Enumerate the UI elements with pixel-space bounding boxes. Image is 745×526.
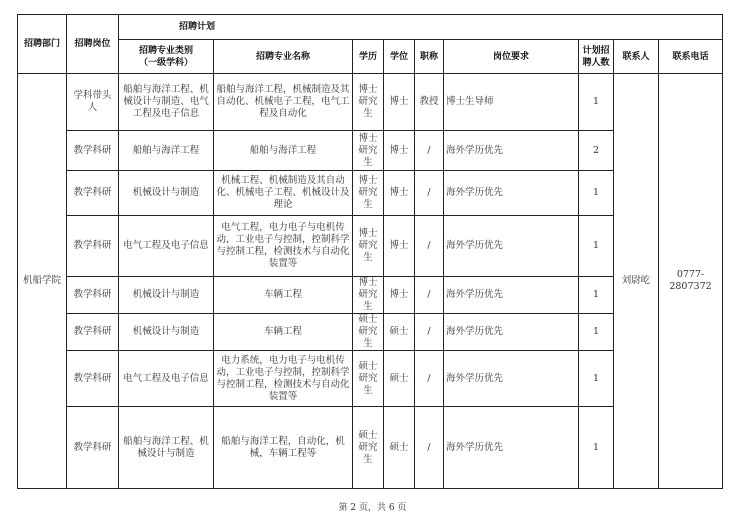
phone-cell: 0777-2807372 bbox=[659, 74, 723, 489]
post-cell: 教学科研 bbox=[67, 277, 119, 314]
header-title: 职称 bbox=[415, 40, 444, 74]
title-cell: / bbox=[415, 131, 444, 171]
major-cell: 船舶与海洋工程 bbox=[214, 131, 353, 171]
header-post: 招聘岗位 bbox=[67, 15, 119, 74]
requirement-cell: 海外学历优先 bbox=[444, 131, 579, 171]
major-cell: 船舶与海洋工程，自动化，机械，车辆工程等 bbox=[214, 407, 353, 489]
table-row bbox=[18, 74, 723, 131]
education-cell: 博士研究生 bbox=[353, 216, 384, 277]
dept-cell: 机船学院 bbox=[18, 74, 67, 489]
major-cell: 车辆工程 bbox=[214, 314, 353, 351]
education-cell: 硕士研究生 bbox=[353, 351, 384, 407]
page-footer: 第 2 页，共 6 页 bbox=[338, 503, 407, 513]
header-category: 招聘专业类别 （一级学科） bbox=[119, 40, 214, 74]
requirement-cell: 海外学历优先 bbox=[444, 407, 579, 489]
requirement-cell: 海外学历优先 bbox=[444, 314, 579, 351]
contact-cell: 刘尉屹 bbox=[614, 74, 659, 489]
degree-cell: 博士 bbox=[384, 171, 415, 216]
post-cell: 教学科研 bbox=[67, 216, 119, 277]
major-cell: 电气工程，电力电子与电机传动，工业电子与控制，控制科学与控制工程，检测技术与自动化装置等 bbox=[214, 216, 353, 277]
header-contact: 联系人 bbox=[614, 40, 659, 74]
count-cell: 1 bbox=[579, 277, 614, 314]
requirement-cell: 海外学历优先 bbox=[444, 277, 579, 314]
degree-cell: 硕士 bbox=[384, 351, 415, 407]
requirement-cell: 博士生导师 bbox=[444, 74, 579, 131]
title-cell: / bbox=[415, 407, 444, 489]
post-cell: 教学科研 bbox=[67, 314, 119, 351]
post-cell: 学科带头人 bbox=[67, 74, 119, 131]
degree-cell: 博士 bbox=[384, 74, 415, 131]
count-cell: 1 bbox=[579, 171, 614, 216]
major-cell: 电力系统，电力电子与电机传动，工业电子与控制，控制科学与控制工程，检测技术与自动化装置等 bbox=[214, 351, 353, 407]
category-cell: 机械设计与制造 bbox=[119, 314, 214, 351]
title-cell: / bbox=[415, 277, 444, 314]
major-cell: 车辆工程 bbox=[214, 277, 353, 314]
education-cell: 硕士研究生 bbox=[353, 314, 384, 351]
requirement-cell: 海外学历优先 bbox=[444, 351, 579, 407]
education-cell: 博士研究生 bbox=[353, 131, 384, 171]
degree-cell: 硕士 bbox=[384, 314, 415, 351]
category-cell: 机械设计与制造 bbox=[119, 277, 214, 314]
title-cell: / bbox=[415, 351, 444, 407]
degree-cell: 博士 bbox=[384, 131, 415, 171]
title-cell: / bbox=[415, 314, 444, 351]
title-cell: / bbox=[415, 216, 444, 277]
education-cell: 博士研究生 bbox=[353, 277, 384, 314]
requirement-cell: 海外学历优先 bbox=[444, 216, 579, 277]
count-cell: 1 bbox=[579, 74, 614, 131]
title-cell: / bbox=[415, 171, 444, 216]
header-major: 招聘专业名称 bbox=[214, 40, 353, 74]
category-cell: 电气工程及电子信息 bbox=[119, 216, 214, 277]
category-cell: 机械设计与制造 bbox=[119, 171, 214, 216]
header-degree: 学位 bbox=[384, 40, 415, 74]
header-plan: 招聘计划 bbox=[119, 15, 723, 40]
count-cell: 1 bbox=[579, 216, 614, 277]
degree-cell: 博士 bbox=[384, 277, 415, 314]
header-education: 学历 bbox=[353, 40, 384, 74]
category-cell: 电气工程及电子信息 bbox=[119, 351, 214, 407]
header-dept: 招聘部门 bbox=[18, 15, 67, 74]
post-cell: 教学科研 bbox=[67, 131, 119, 171]
post-cell: 教学科研 bbox=[67, 407, 119, 489]
degree-cell: 博士 bbox=[384, 216, 415, 277]
category-cell: 船舶与海洋工程 bbox=[119, 131, 214, 171]
count-cell: 1 bbox=[579, 314, 614, 351]
major-cell: 船舶与海洋工程，机械制造及其自动化、机械电子工程，电气工程及自动化 bbox=[214, 74, 353, 131]
header-phone: 联系电话 bbox=[659, 40, 723, 74]
degree-cell: 硕士 bbox=[384, 407, 415, 489]
post-cell: 教学科研 bbox=[67, 351, 119, 407]
header-count: 计划招聘人数 bbox=[579, 40, 614, 74]
recruitment-table bbox=[17, 14, 723, 489]
requirement-cell: 海外学历优先 bbox=[444, 171, 579, 216]
category-cell: 船舶与海洋工程、机械设计与制造 bbox=[119, 407, 214, 489]
education-cell: 硕士研究生 bbox=[353, 407, 384, 489]
count-cell: 1 bbox=[579, 407, 614, 489]
major-cell: 机械工程、机械制造及其自动化、机械电子工程、机械设计及理论 bbox=[214, 171, 353, 216]
title-cell: 教授 bbox=[415, 74, 444, 131]
education-cell: 博士研究生 bbox=[353, 171, 384, 216]
count-cell: 1 bbox=[579, 351, 614, 407]
post-cell: 教学科研 bbox=[67, 171, 119, 216]
category-cell: 船舶与海洋工程、机械设计与制造、电气工程及电子信息 bbox=[119, 74, 214, 131]
count-cell: 2 bbox=[579, 131, 614, 171]
header-requirement: 岗位要求 bbox=[444, 40, 579, 74]
education-cell: 博士研究生 bbox=[353, 74, 384, 131]
